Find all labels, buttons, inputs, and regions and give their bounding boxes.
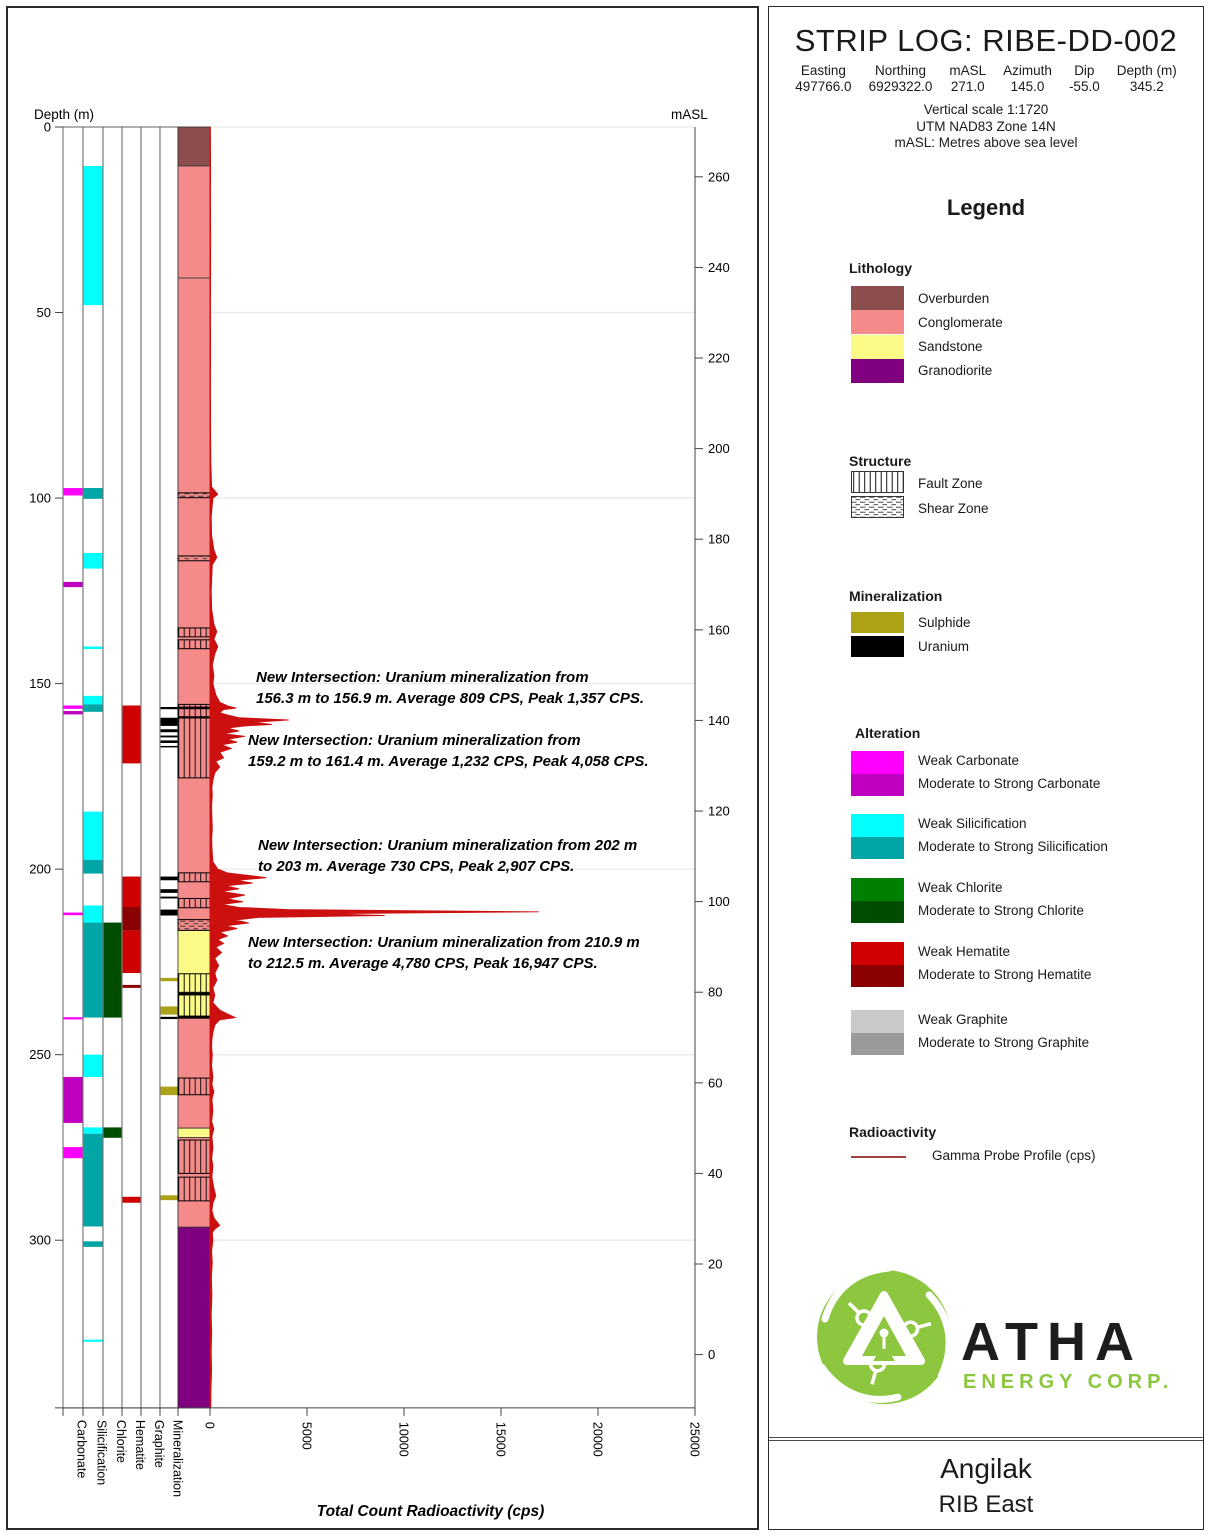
legend-item	[851, 612, 971, 633]
legend-item	[851, 471, 983, 495]
fault-zone	[178, 1177, 210, 1201]
weak-label: Weak Silicification	[918, 816, 1027, 831]
silicification-interval	[84, 1055, 103, 1077]
strong-label: Moderate to Strong Graphite	[918, 1035, 1090, 1050]
masl-tick-label: 80	[708, 984, 723, 1000]
alteration-swatch	[851, 814, 904, 859]
collar-info-header: Northing	[874, 63, 926, 78]
lithology-granodiorite	[178, 1227, 210, 1408]
collar-info-col	[1069, 63, 1100, 95]
silicification-interval	[84, 704, 103, 711]
cps-tick-label: 5000	[299, 1421, 314, 1450]
legend-heading-lithology: Lithology	[849, 260, 912, 276]
strong-label: Moderate to Strong Hematite	[918, 967, 1092, 982]
radioactivity-axis-title: Total Count Radioactivity (cps)	[316, 1503, 545, 1520]
collar-info-value: 145.0	[1010, 79, 1045, 94]
fault-zone	[178, 1078, 210, 1095]
lithology-swatch	[851, 286, 904, 310]
hematite-interval	[123, 907, 141, 931]
masl-tick-label: 60	[708, 1075, 723, 1091]
depth-tick-label: 100	[29, 490, 51, 506]
depth-tick-label: 250	[29, 1047, 51, 1063]
masl-tick-label: 260	[708, 169, 730, 185]
carbonate-interval	[64, 711, 83, 714]
weak-label: Weak Chlorite	[918, 880, 1003, 895]
collar-info-col	[869, 63, 933, 95]
mineralization-interval	[161, 877, 178, 881]
hematite-interval	[123, 931, 141, 973]
fault-pattern-swatch	[851, 471, 904, 495]
weak-label: Weak Carbonate	[918, 753, 1020, 768]
masl-axis-title: mASL	[671, 107, 708, 122]
lithology-uranium-band	[178, 993, 210, 995]
depth-tick-label: 300	[29, 1232, 51, 1248]
collar-info-col	[1117, 63, 1177, 95]
carbonate-interval	[64, 1017, 83, 1019]
mineralization-interval	[161, 1195, 178, 1200]
silicification-interval	[84, 1241, 103, 1247]
collar-info-col	[949, 63, 986, 95]
header-legend-panel	[768, 6, 1204, 1530]
silicification-interval	[84, 488, 103, 499]
area-name: RIB East	[938, 1491, 1034, 1518]
collar-info-table	[769, 63, 1203, 95]
legend-item	[851, 286, 989, 310]
legend-item-label: Sandstone	[918, 339, 983, 355]
column-label-silicification: Silicification	[94, 1419, 109, 1486]
legend-item-label: Granodiorite	[918, 363, 993, 379]
mineralization-interval	[161, 978, 178, 981]
silicification-interval	[84, 166, 103, 305]
collar-info-header: Azimuth	[1003, 63, 1052, 78]
collar-info-value: 6929322.0	[868, 79, 933, 94]
weak-label: Weak Hematite	[918, 944, 1011, 959]
mineralization-interval	[161, 736, 178, 738]
strong-label: Moderate to Strong Chlorite	[918, 903, 1084, 918]
legend-item	[851, 359, 992, 383]
cps-tick-label: 0	[202, 1421, 217, 1429]
legend-item-label: Fault Zone	[918, 475, 983, 491]
mineralization-interval	[161, 910, 178, 916]
alteration-columns	[63, 127, 178, 1408]
collar-info-col	[795, 63, 851, 95]
lithology-conglomerate	[178, 1018, 210, 1129]
collar-info-col	[1003, 63, 1052, 95]
carbonate-interval	[64, 705, 83, 708]
page-title: STRIP LOG: RIBE-DD-002	[794, 23, 1178, 58]
masl-tick-label: 20	[708, 1256, 723, 1272]
lithology-conglomerate	[178, 166, 210, 930]
silicification-interval	[84, 696, 103, 705]
masl-tick-label: 120	[708, 803, 730, 819]
legend-item	[851, 335, 983, 359]
lithology-uranium-band	[178, 1016, 210, 1018]
legend-heading-structure: Structure	[849, 453, 912, 469]
collar-info-header: Dip	[1074, 63, 1095, 78]
hematite-interval	[123, 877, 141, 907]
legend-item	[851, 310, 1003, 334]
hematite-interval	[123, 1197, 141, 1203]
depth-axis-title: Depth (m)	[34, 107, 95, 122]
carbonate-interval	[64, 488, 83, 495]
fault-zone	[178, 898, 210, 907]
silicification-interval	[84, 553, 103, 569]
collar-info-value: 497766.0	[795, 79, 852, 94]
carbonate-interval	[64, 1147, 83, 1158]
lithology-swatch	[851, 359, 904, 383]
silicification-interval	[84, 646, 103, 649]
mineralization-interval	[161, 729, 178, 732]
hematite-interval	[123, 705, 141, 763]
mineralization-interval	[161, 1087, 178, 1096]
shear-zone	[178, 556, 210, 561]
mineralization-interval	[161, 740, 178, 743]
mineralization-interval	[161, 889, 178, 893]
column-label-carbonate: Carbonate	[74, 1419, 89, 1479]
masl-tick-label: 160	[708, 622, 730, 638]
legend-heading-mineralization: Mineralization	[849, 588, 943, 604]
depth-tick-label: 50	[36, 305, 51, 321]
fault-zone	[178, 640, 210, 649]
depth-tick-label: 150	[29, 676, 51, 692]
silicification-interval	[84, 1134, 103, 1227]
cps-tick-label: 10000	[396, 1421, 411, 1457]
shear-zone	[178, 920, 210, 931]
collar-info-header: Depth (m)	[1116, 63, 1177, 78]
lithology-swatch	[851, 335, 904, 359]
legend-heading-radioactivity: Radioactivity	[849, 1124, 937, 1140]
legend-item-label: Overburden	[918, 290, 990, 306]
column-label-graphite: Graphite	[152, 1419, 166, 1468]
masl-tick-label: 100	[708, 894, 730, 910]
cps-tick-label: 15000	[493, 1421, 508, 1457]
shear-zone	[178, 493, 210, 498]
legend-item	[851, 636, 969, 657]
depth-tick-label: 200	[29, 861, 51, 877]
column-label-mineralization: Mineralization	[170, 1419, 185, 1498]
carbonate-interval	[64, 582, 83, 587]
note-line: mASL: Metres above sea level	[894, 135, 1078, 150]
lithology-swatch	[851, 310, 904, 334]
depth-tick-label: 0	[43, 119, 51, 135]
legend-item-label: Shear Zone	[918, 500, 989, 516]
collar-info-value: -55.0	[1068, 79, 1100, 94]
legend-title: Legend	[946, 195, 1026, 220]
hematite-interval	[123, 985, 141, 988]
column-label-hematite: Hematite	[133, 1419, 147, 1470]
silicification-interval	[84, 906, 103, 923]
legend-item-label: Sulphide	[918, 615, 971, 630]
chlorite-interval	[104, 923, 122, 1018]
note-line: Vertical scale 1:1720	[923, 102, 1049, 117]
project-name: Angilak	[940, 1453, 1032, 1484]
intersection-note: New Intersection: Uranium mineralization from 210.9 m to 212.5 m. Average 4,780 CPS, Peak 16,947 CPS.	[248, 934, 640, 972]
column-chlorite	[103, 127, 122, 1408]
fault-zone	[178, 628, 210, 637]
mineralization-interval	[161, 1006, 178, 1014]
logo-subtitle-text: ENERGY CORP.	[963, 1371, 1174, 1393]
mineralization-interval	[161, 707, 178, 709]
fault-zone	[178, 974, 210, 993]
alteration-swatch	[851, 942, 904, 987]
legend-item	[851, 496, 989, 520]
cps-tick-label: 20000	[590, 1421, 605, 1457]
masl-tick-label: 40	[708, 1165, 723, 1181]
intersection-note: New Intersection: Uranium mineralization from 159.2 m to 161.4 m. Average 1,232 CPS, Peak 4,058 CPS.	[248, 732, 649, 770]
lithology-sandstone	[178, 1128, 210, 1137]
lithology-uranium-band	[178, 716, 210, 718]
alteration-swatch	[851, 878, 904, 923]
chlorite-interval	[104, 1127, 122, 1137]
lithology-column	[178, 127, 210, 1408]
cps-tick-label: 25000	[687, 1421, 702, 1457]
note-line: UTM NAD83 Zone 14N	[916, 118, 1056, 134]
shear-pattern-swatch	[851, 496, 904, 520]
column-hematite	[122, 127, 141, 1408]
silicification-interval	[84, 1340, 103, 1342]
carbonate-interval	[64, 1077, 83, 1123]
column-label-chlorite: Chlorite	[114, 1419, 128, 1464]
alteration-swatch	[851, 1010, 904, 1055]
fault-zone	[178, 704, 210, 777]
alteration-swatch	[851, 751, 904, 796]
masl-tick-label: 0	[708, 1347, 716, 1363]
legend-item-label: Conglomerate	[918, 314, 1003, 330]
column-mineralization	[160, 127, 178, 1408]
column-carbonate	[63, 127, 83, 1408]
title-block	[769, 1437, 1203, 1529]
mineralization-interval	[161, 746, 178, 747]
legend-item-label: Uranium	[918, 638, 970, 654]
column-graphite	[141, 127, 160, 1408]
gamma-line-sample	[851, 1156, 906, 1158]
fault-zone	[178, 995, 210, 1016]
masl-tick-label: 220	[708, 350, 730, 366]
atha-energy-logo	[809, 1259, 1179, 1419]
collar-info-value: 345.2	[1129, 79, 1164, 94]
lithology-uranium-band	[178, 707, 210, 710]
intersection-annotations	[248, 669, 649, 972]
fault-zone	[178, 1140, 210, 1173]
fault-zone	[178, 873, 210, 882]
mineralization-interval	[161, 1017, 178, 1019]
masl-tick-label: 140	[708, 712, 730, 728]
weak-label: Weak Graphite	[918, 1012, 1008, 1027]
strong-label: Moderate to Strong Silicification	[918, 839, 1108, 854]
collar-info-header: mASL	[949, 63, 987, 78]
legend-heading-alteration: Alteration	[855, 725, 921, 741]
collar-info-value: 271.0	[950, 79, 985, 94]
silicification-interval	[84, 860, 103, 874]
atha-logo-mark	[817, 1268, 973, 1419]
logo-name-text: ATHA	[961, 1312, 1143, 1372]
collar-info-header: Easting	[800, 63, 846, 78]
map-notes	[769, 102, 1203, 152]
lithology-overburden	[178, 127, 210, 166]
silicification-interval	[84, 812, 103, 860]
masl-tick-label: 180	[708, 531, 730, 547]
strong-label: Moderate to Strong Carbonate	[918, 776, 1101, 791]
masl-tick-label: 200	[708, 441, 730, 457]
masl-tick-label: 240	[708, 259, 730, 275]
silicification-interval	[84, 923, 103, 1018]
mineralization-interval	[161, 718, 178, 726]
mineralization-swatch	[851, 612, 904, 633]
intersection-note: New Intersection: Uranium mineralization from 202 m to 203 m. Average 730 CPS, Peak 2,907 CPS.	[258, 837, 638, 875]
silicification-interval	[84, 1127, 103, 1133]
carbonate-interval	[64, 913, 83, 916]
mineralization-swatch	[851, 636, 904, 657]
column-silicification	[83, 127, 103, 1408]
intersection-note: New Intersection: Uranium mineralization from 156.3 m to 156.9 m. Average 809 CPS, Peak 1,357 CPS.	[256, 669, 645, 707]
gamma-line-label: Gamma Probe Profile (cps)	[932, 1148, 1096, 1163]
mineralization-interval	[161, 897, 178, 899]
